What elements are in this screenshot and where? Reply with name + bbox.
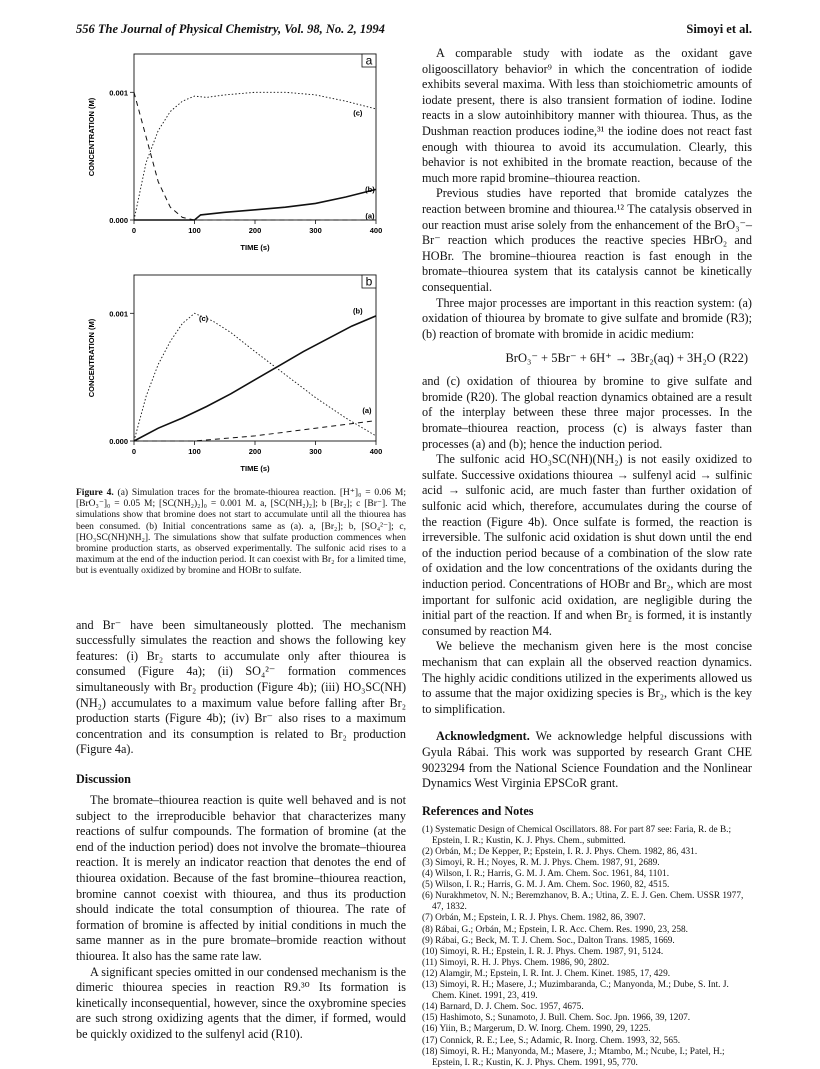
reference-item: (5) Wilson, I. R.; Harris, G. M. J. Am. Chem. Soc. 1960, 82, 4515.: [422, 880, 670, 891]
series-label: (a): [362, 405, 372, 415]
reference-item: (13) Simoyi, R. H.; Masere, J.; Muzimbaranda, C.; Manyonda, M.; Dube, S. Int. J. Chem. Kinet. 1991, 23, 419.: [422, 980, 729, 1002]
caption-text: (a) Simulation traces for the bromate-thiourea reaction. [H⁺]₀ = 0.06 M; [BrO₃⁻]₀ = 0.05 M; [SC(NH₂)₂]₀ = 0.001 M. a, [SC(NH₂)₂]; b [Br₂]; c [Br⁻]. The simulations show that bromine does not start to accumulate until all the thiourea has been consumed. (b) Initial concentrations same as (a). a, [Br₂]; b, [SO₄²⁻]; c, [HO₃SC(NH)NH₂]. The simulations show that sulfate production commences when bromine production starts, as observed experimentally. The sulfonic acid rises to a maximum at the end of the induction period. It can coexist with Br₂ for a limited time, but is eventually oxidized by bromine and HOBr to sulfate.: [76, 488, 406, 577]
authors-header: Simoyi et al.: [686, 22, 752, 36]
series-line-b: [134, 313, 376, 441]
x-tick-label: 0: [131, 447, 137, 456]
x-tick-label: 400: [369, 447, 383, 456]
reference-item: (7) Orbán, M.; Epstein, I. R. J. Phys. Chem. 1982, 86, 3907.: [422, 913, 646, 924]
references-list: [422, 825, 752, 1069]
series-line-c: [134, 92, 376, 220]
caption-title: Figure 4.: [76, 488, 114, 498]
paragraph: The sulfonic acid HO₃SC(NH)(NH₂) is not easily oxidized to sulfate. Successive oxidations thiourea → sulfenyl acid → sulfinic acid → sulfonic acid, are much faster than further oxidation of sulfonic acid which, therefore, accumulates during the course of the reaction (Figure 4b). Once sulfate is formed, the reaction is irreversible. The sulfonic acid oxidation is shut down until the end of the induction period because of a combination of the slow rate of oxidation and the low concentrations of the oxidants during the induction period. Concentrations of HOBr and Br₂, which are most important for sulfonic acid oxidation, are negligible during the initial part of the reaction. If and when Br₂ is formed, it is instantly consumed by reaction M4.: [422, 452, 752, 638]
reference-item: (9) Rábai, G.; Beck, M. T. J. Chem. Soc., Dalton Trans. 1985, 1669.: [422, 935, 675, 946]
reference-item: (2) Orbán, M.; De Kepper, P.; Epstein, I. R. J. Phys. Chem. 1982, 86, 431.: [422, 846, 698, 857]
reference-item: (14) Barnard, D. J. Chem. Soc. 1957, 4675.: [422, 1002, 584, 1013]
reference-item: (18) Simoyi, R. H.; Manyonda, M.; Masere, J.; Mtambo, M.; Ncube, I.; Patel, H.; Epstein, I. R.; Kustin, K. J. Phys. Chem. 1991, 95, 770.: [422, 1046, 725, 1068]
references-heading: References and Notes: [422, 803, 534, 818]
figure-caption: [76, 488, 406, 578]
journal-header: 556 The Journal of Physical Chemistry, Vol. 98, No. 2, 1994: [76, 22, 385, 36]
plot-frame: [134, 54, 376, 220]
series-label: (c): [198, 313, 209, 323]
series-label: (c): [353, 108, 363, 118]
results-text: [76, 618, 406, 758]
left-column: [76, 48, 406, 1042]
reference-item: (12) Alamgir, M.; Epstein, I. R. Int. J. Chem. Kinet. 1985, 17, 429.: [422, 968, 671, 979]
chart-panel-b: [76, 269, 406, 484]
series-label: (b): [365, 184, 375, 194]
series-label: (a): [365, 211, 375, 221]
panel-tag-label: a: [365, 53, 373, 68]
y-tick-label: 0.000: [109, 437, 128, 446]
right-column: [422, 46, 752, 1069]
paragraph: The bromate–thiourea reaction is quite well behaved and is not subject to the irreproducible behavior that characterizes many reactions of sulfur compounds. The formation of bromine (at the end of the induction period) does not involve the bromate–thiourea reaction. It is merely an indicator reaction that denotes the end of thiourea oxidation. Because of the fast bromine–thiourea reaction, bromine cannot coexist with thiourea, and thus its production should indicate the total consumption of thiourea. The rate of formation of bromine is affected by initial conditions in much the same manner as in the pure bromate–bromide reaction without thiourea. It also has the same rate law.: [76, 792, 406, 963]
reference-item: (6) Nurakhmetov, N. N.; Beremzhanov, B. A.; Utina, Z. E. J. Gen. Chem. USSR 1977, 47, 1832.: [422, 891, 744, 913]
panel-tag: [362, 275, 376, 289]
acknowledgment-title: Acknowledgment.: [436, 729, 530, 744]
paragraph: Previous studies have reported that bromide catalyzes the reaction between bromine and thiourea.¹² The catalysis observed in our reaction must arise solely from the enhancement of the BrO₃⁻–Br⁻ reaction which produces the reactive species HBrO₂ and HOBr. The bromine–thiourea reaction is fast enough in the bromate–thiourea system that its catalysis cannot be kinetically consequential.: [422, 186, 752, 294]
reference-item: (17) Connick, R. E.; Lee, S.; Adamic, R. Inorg. Chem. 1993, 32, 565.: [422, 1035, 681, 1046]
y-axis-label: CONCENTRATION (M): [87, 97, 96, 177]
discussion-heading: Discussion: [76, 771, 131, 786]
panel-tag-label: b: [365, 274, 373, 289]
paragraph: We believe the mechanism given here is the most concise mechanism that can explain all the observed reaction dynamics. The highly acidic conditions utilized in the experiments allowed us to assume that the major oxidizing species is Br₂, which is the key to simplification.: [422, 639, 752, 716]
acknowledgment-text: We acknowledge helpful discussions with Gyula Rábai. This work was supported by research Grant CHE 9023294 from the National Science Foundation and the Nonlinear Dynamics West Virginia EPSCoR grant.: [422, 729, 753, 791]
paragraph: A comparable study with iodate as the oxidant gave oligooscillatory behavior⁹ in which the concentration of iodide exhibits several maxima. With less than stoichiometric amounts of iodate present, there is also transient formation of iodine. Iodine reacts in a slow autoinhibitory manner with thiourea. Thus, as the Dushman reaction produces iodine,³¹ the iodine does not react fast enough with thiourea to avoid its accumulation. Clearly, this behavior is not exhibited in the bromate reaction, because of the much more rapid bromine–thiourea reaction.: [422, 46, 752, 185]
x-axis-label: TIME (s): [240, 464, 270, 473]
paragraph: and (c) oxidation of thiourea by bromine to give sulfate and bromide (R20). The global reaction dynamics obtained are a result of the interplay between these three major processes. In the bromate–thiourea reaction, process (c) is always faster than processes (a) and (b); hence the induction period.: [422, 374, 752, 451]
reference-item: (4) Wilson, I. R.; Harris, G. M. J. Am. Chem. Soc. 1961, 84, 1101.: [422, 869, 670, 880]
running-header: [76, 22, 752, 40]
x-tick-label: 0: [131, 226, 137, 235]
paragraph: and Br⁻ have been simultaneously plotted. The mechanism successfully simulates the reaction and shows the following key features: (i) Br₂ starts to accumulate only after thiourea is consumed (Figure 4a); (ii) SO₄²⁻ formation commences simultaneously with Br₂ production (Figure 4b); (iii) HO₃SC(NH)(NH₂) accumulates to a maximum value before falling after Br₂ production starts (Figure 4b); (iv) Br⁻ also rises to a maximum concentration and its consumption is related to Br₂ production (Figure 4a).: [76, 617, 406, 757]
x-tick-label: 200: [248, 226, 262, 235]
reference-item: (10) Simoyi, R. H.; Epstein, I. R. J. Phys. Chem. 1987, 91, 5124.: [422, 946, 664, 957]
x-tick-label: 100: [188, 226, 201, 235]
series-label: (b): [353, 306, 363, 316]
x-tick-label: 100: [188, 447, 201, 456]
reference-item: (16) Yiin, B.; Margerum, D. W. Inorg. Chem. 1990, 29, 1225.: [422, 1024, 651, 1035]
y-axis-label: CONCENTRATION (M): [87, 318, 96, 398]
reference-item: (11) Simoyi, R. H. J. Phys. Chem. 1986, 90, 2802.: [422, 957, 610, 968]
paragraph: A significant species omitted in our condensed mechanism is the dimeric thiourea species in reaction R9.³⁰ Its formation is kinetically inconsequential, however, since the oxybromine species are such strong oxidizing agents that the dimer, if formed, would be quickly oxidized to the sulfenyl acid (R10).: [76, 964, 406, 1041]
panel-tag: [362, 54, 376, 68]
y-tick-label: 0.000: [109, 216, 128, 225]
reference-item: (3) Simoyi, R. H.; Noyes, R. M. J. Phys. Chem. 1987, 91, 2689.: [422, 858, 660, 868]
reference-item: (8) Rábai, G.; Orbán, M.; Epstein, I. R. Acc. Chem. Res. 1990, 23, 258.: [422, 924, 688, 935]
plot-frame: [134, 275, 376, 441]
x-tick-label: 400: [369, 226, 383, 235]
x-axis-label: TIME (s): [240, 243, 270, 252]
chart-panel-a: [76, 48, 406, 263]
figure-4: [76, 48, 406, 578]
x-tick-label: 300: [309, 226, 322, 235]
reference-item: (15) Hashimoto, S.; Sunamoto, J. Bull. Chem. Soc. Jpn. 1966, 39, 1207.: [422, 1013, 691, 1024]
x-tick-label: 300: [309, 447, 322, 456]
equation-r22: BrO₃⁻ + 5Br⁻ + 6H⁺ → 3Br₂(aq) + 3H₂O (R22): [505, 351, 748, 366]
y-tick-label: 0.001: [109, 88, 128, 98]
acknowledgment: [422, 729, 752, 791]
y-tick-label: 0.001: [109, 309, 128, 319]
series-line-b: [134, 189, 376, 220]
x-tick-label: 200: [248, 447, 262, 456]
paragraph: Three major processes are important in this reaction system: (a) oxidation of thiourea by bromate to give sulfate and bromide (R3); (b) reaction of bromate with bromide in acidic medium:: [422, 295, 752, 341]
reference-item: (1) Systematic Design of Chemical Oscillators. 88. For part 87 see: Faria, R. de B.; Epstein, I. R.; Kustin, K. J. Phys. Chem., submitted.: [422, 824, 732, 846]
